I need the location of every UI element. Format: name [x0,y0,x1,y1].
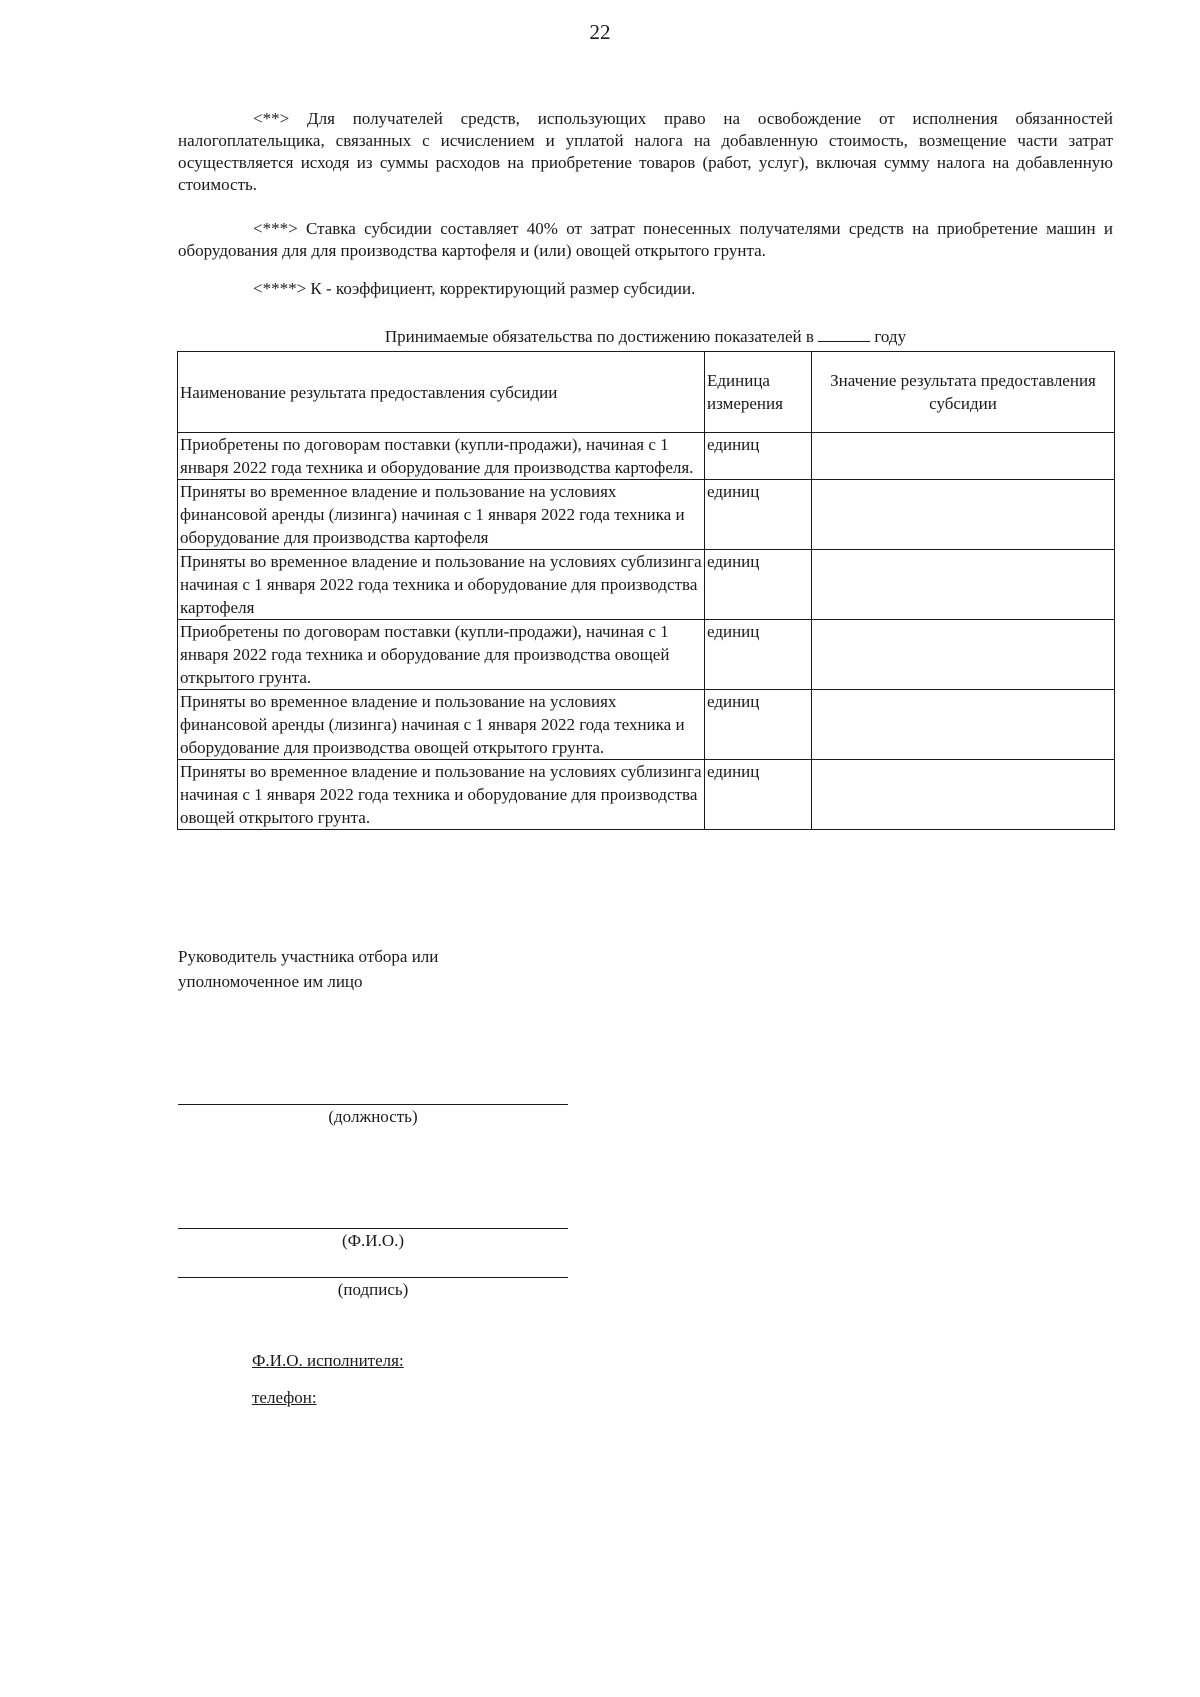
cell-value[interactable] [812,433,1115,480]
footnote-subsidy-rate-text: <***> Ставка субсидии составляет 40% от затрат понесенных получателями средств на приобретение машин и оборудования для для производства картофеля и (или) овощей открытого грунта. [178,219,1113,260]
header-unit: Единица измерения [705,352,812,433]
cell-value[interactable] [812,550,1115,620]
signature-caption: (подпись) [337,1280,409,1299]
header-result-name: Наименование результата предоставления субсидии [178,352,705,433]
table-row [178,480,1115,550]
table-row [178,433,1115,480]
table-row [178,760,1115,830]
cell-unit: единиц [705,690,812,760]
footnote-vat [178,108,1113,196]
phone-label: телефон: [252,1388,317,1407]
fio-signature-line[interactable] [178,1228,568,1229]
cell-value[interactable] [812,690,1115,760]
cell-unit: единиц [705,433,812,480]
table-row [178,620,1115,690]
footnote-coefficient [178,278,1113,300]
cell-unit: единиц [705,550,812,620]
cell-result-name: Приобретены по договорам поставки (купли-продажи), начиная с 1 января 2022 года техника и оборудование для производства овощей открытого грунта. [178,620,705,690]
table-caption-text: Принимаемые обязательства по достижению показателей в [384,327,814,346]
signature-line[interactable] [178,1277,568,1278]
executor-name-label: Ф.И.О. исполнителя: [252,1351,404,1370]
cell-result-name: Приняты во временное владение и пользование на условиях финансовой аренды (лизинга) начиная с 1 января 2022 года техника и оборудование для производства овощей открытого грунта. [178,690,705,760]
signatory-heading-line2: уполномоченное им лицо [178,972,363,991]
footnote-subsidy-rate [178,218,1113,262]
footnote-vat-text: <**> Для получателей средств, использующих право на освобождение от исполнения обязанностей налогоплательщика, связанных с исчислением и уплатой налога на добавленную стоимость, возмещение части затрат осуществляется исходя из суммы расходов на приобретение товаров (работ, услуг), включая сумму налога на добавленную стоимость. [178,109,1113,194]
cell-result-name: Приобретены по договорам поставки (купли-продажи), начиная с 1 января 2022 года техника и оборудование для производства картофеля. [178,433,705,480]
cell-result-name: Приняты во временное владение и пользование на условиях финансовой аренды (лизинга) начиная с 1 января 2022 года техника и оборудование для производства картофеля [178,480,705,550]
year-blank-field [818,327,870,342]
cell-value[interactable] [812,760,1115,830]
page-number: 22 [589,20,611,44]
table-header-row [178,352,1115,433]
table-row [178,690,1115,760]
cell-result-name: Приняты во временное владение и пользование на условиях сублизинга начиная с 1 января 2022 года техника и оборудование для производства овощей открытого грунта. [178,760,705,830]
table-row [178,550,1115,620]
cell-value[interactable] [812,620,1115,690]
header-value: Значение результата предоставления субсидии [812,352,1115,433]
signatory-heading [178,944,438,994]
footnote-coefficient-text: <****> К - коэффициент, корректирующий размер субсидии. [253,279,696,298]
position-signature-line[interactable] [178,1104,568,1105]
cell-value[interactable] [812,480,1115,550]
cell-result-name: Приняты во временное владение и пользование на условиях сублизинга начиная с 1 января 2022 года техника и оборудование для производства картофеля [178,550,705,620]
table-caption [178,327,1113,347]
signatory-heading-line1: Руководитель участника отбора или [178,947,439,966]
table-caption-year-word: году [874,327,907,346]
results-table [177,351,1115,830]
cell-unit: единиц [705,760,812,830]
cell-unit: единиц [705,480,812,550]
fio-caption: (Ф.И.О.) [341,1231,405,1250]
cell-unit: единиц [705,620,812,690]
position-caption: (должность) [328,1107,418,1126]
